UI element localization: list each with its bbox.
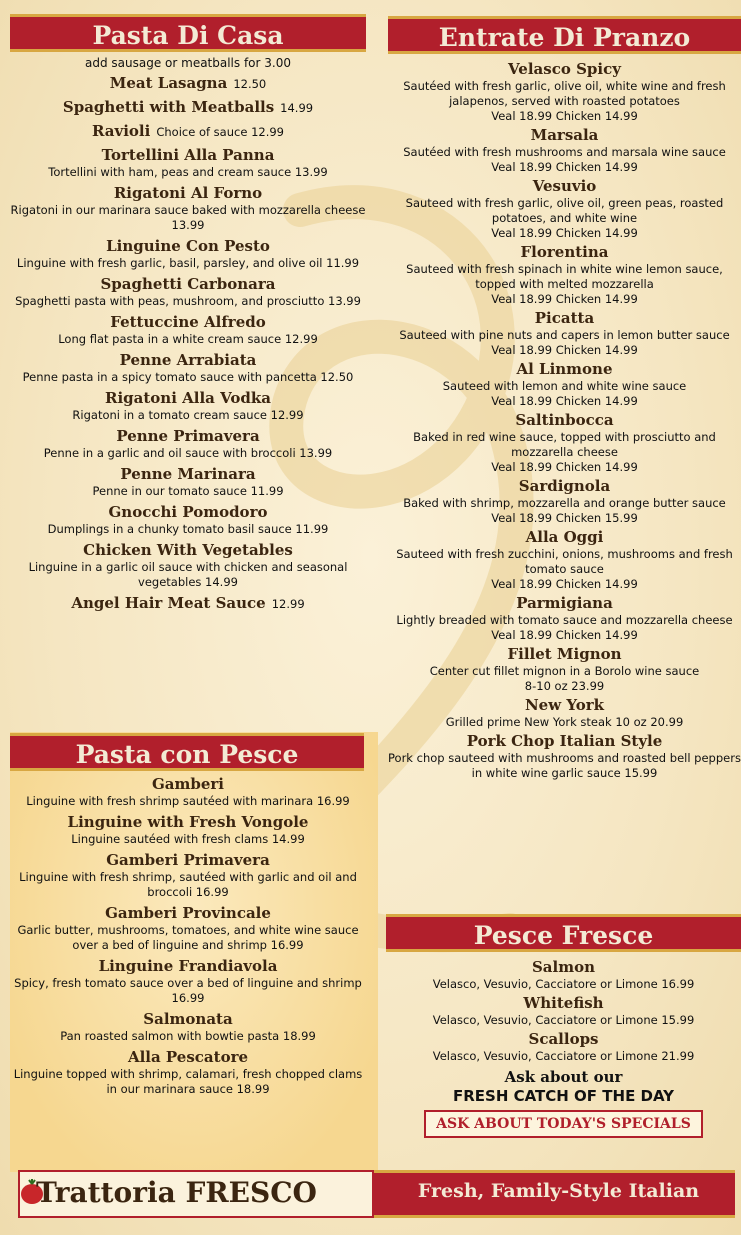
item-name: Tortellini Alla Panna — [101, 146, 275, 164]
item-price: Veal 18.99 Chicken 15.99 — [491, 511, 638, 525]
item-name: Alla Oggi — [525, 528, 604, 546]
menu-item — [10, 237, 366, 271]
menu-item — [10, 427, 366, 461]
item-name: Velasco Spicy — [508, 60, 621, 78]
item-price: Veal 18.99 Chicken 14.99 — [491, 160, 638, 174]
item-name: Rigatoni Alla Vodka — [105, 389, 271, 407]
item-name-text: Meat Lasagna — [109, 74, 228, 92]
menu-item — [388, 360, 741, 409]
item-description: Spicy, fresh tomato sauce over a bed of linguine and shrimp 16.99 — [14, 976, 362, 1005]
item-description: Sautéed with fresh mushrooms and marsala wine sauce — [403, 145, 726, 159]
item-name-text: Spaghetti with Meatballs — [62, 98, 275, 116]
menu-item — [388, 528, 741, 592]
entrate-list — [388, 60, 741, 781]
section-title: Pasta Di Casa — [10, 14, 366, 52]
menu-item — [10, 813, 366, 847]
footer-brand: Trattoria FRESCO — [36, 1176, 317, 1209]
item-name: Fillet Mignon — [507, 645, 622, 663]
menu-item — [10, 74, 366, 94]
item-description: Penne in a garlic and oil sauce with broccoli 13.99 — [43, 446, 333, 460]
item-name: Picatta — [534, 309, 595, 327]
menu-item — [388, 411, 741, 475]
menu-item — [388, 177, 741, 241]
item-name: Sardignola — [518, 477, 611, 495]
item-price: Veal 18.99 Chicken 14.99 — [491, 292, 638, 306]
item-price: Veal 18.99 Chicken 14.99 — [491, 343, 638, 357]
pasta-con-pesce-section — [10, 733, 366, 1101]
menu-item — [10, 275, 366, 309]
specials-badge: ASK ABOUT TODAY'S SPECIALS — [424, 1110, 703, 1138]
section-title: Entrate Di Pranzo — [388, 16, 741, 54]
menu-item — [10, 541, 366, 590]
item-name: Parmigiana — [516, 594, 613, 612]
item-description: Penne pasta in a spicy tomato sauce with pancetta 12.50 — [22, 370, 354, 384]
item-price: 12.50 — [233, 77, 267, 91]
menu-item — [10, 957, 366, 1006]
pesce-fresce-section — [386, 914, 741, 1138]
item-name: Marsala — [530, 126, 599, 144]
item-name: Spaghetti Carbonara — [100, 275, 276, 293]
menu-item — [388, 732, 741, 781]
pasta-di-casa-section — [10, 14, 366, 618]
footer-tagline: Fresh, Family-Style Italian — [417, 1180, 700, 1202]
menu-item — [10, 775, 366, 809]
item-description: Velasco, Vesuvio, Cacciatore or Limone 21.99 — [432, 1049, 695, 1063]
item-name — [10, 122, 366, 142]
menu-item — [388, 696, 741, 730]
item-description: Rigatoni in our marinara sauce baked with mozzarella cheese 13.99 — [10, 203, 366, 232]
item-name: Gamberi Provincale — [105, 904, 271, 922]
item-price: 12.99 — [271, 597, 305, 611]
item-name: Gnocchi Pomodoro — [108, 503, 268, 521]
item-description: Sauteed with lemon and white wine sauce — [442, 379, 687, 393]
item-name: Penne Arrabiata — [119, 351, 257, 369]
item-name: Saltinbocca — [515, 411, 614, 429]
item-name: Gamberi Primavera — [106, 851, 270, 869]
item-name: Pork Chop Italian Style — [466, 732, 663, 750]
item-name — [10, 74, 366, 94]
entrate-di-pranzo-section — [388, 16, 741, 783]
item-description: Baked with shrimp, mozzarella and orange butter sauce — [403, 496, 726, 510]
item-description: Pork chop sauteed with mushrooms and roasted bell peppers in white wine garlic sauce 15.99 — [388, 751, 741, 780]
item-description: Pan roasted salmon with bowtie pasta 18.99 — [60, 1029, 316, 1043]
item-description: Spaghetti pasta with peas, mushroom, and prosciutto 13.99 — [15, 294, 361, 308]
item-description: Linguine with fresh garlic, basil, parsley, and olive oil 11.99 — [16, 256, 360, 270]
item-price: 14.99 — [280, 101, 314, 115]
item-name: Salmonata — [143, 1010, 233, 1028]
menu-item — [388, 243, 741, 307]
menu-item — [10, 122, 366, 142]
item-name: Linguine Frandiavola — [98, 957, 278, 975]
item-description: Center cut fillet mignon in a Borolo wine sauce — [429, 664, 700, 678]
pasta-con-pesce-list — [10, 775, 366, 1097]
menu-item — [386, 958, 741, 992]
item-description: Penne in our tomato sauce 11.99 — [92, 484, 284, 498]
item-name: Fettuccine Alfredo — [110, 313, 266, 331]
item-description: Sauteed with fresh zucchini, onions, mushrooms and fresh tomato sauce — [396, 547, 733, 576]
item-name: Florentina — [520, 243, 609, 261]
item-description: Velasco, Vesuvio, Cacciatore or Limone 16.99 — [432, 977, 695, 991]
item-price: 8-10 oz 23.99 — [524, 679, 605, 693]
item-description: Sauteed with fresh garlic, olive oil, green peas, roasted potatoes, and white wine — [405, 196, 724, 225]
menu-item — [10, 503, 366, 537]
item-description: Linguine with fresh shrimp, sautéed with garlic and oil and broccoli 16.99 — [19, 870, 357, 899]
menu-item — [386, 994, 741, 1028]
menu-item — [388, 60, 741, 124]
item-description: Linguine in a garlic oil sauce with chicken and seasonal vegetables 14.99 — [28, 560, 348, 589]
menu-item — [10, 1048, 366, 1097]
menu-item — [388, 126, 741, 175]
menu-item — [10, 98, 366, 118]
item-name: Penne Primavera — [116, 427, 260, 445]
item-description: Dumplings in a chunky tomato basil sauce 11.99 — [47, 522, 329, 536]
menu-item — [388, 594, 741, 643]
item-name — [10, 98, 366, 118]
menu-item — [388, 309, 741, 358]
item-name: Alla Pescatore — [127, 1048, 249, 1066]
item-description: Long flat pasta in a white cream sauce 12.99 — [58, 332, 318, 346]
item-name: Scallops — [528, 1030, 599, 1048]
menu-item — [10, 351, 366, 385]
item-description: Linguine topped with shrimp, calamari, fresh chopped clams in our marinara sauce 18.99 — [13, 1067, 363, 1096]
menu-item — [10, 851, 366, 900]
item-name: Salmon — [531, 958, 596, 976]
item-price: Choice of sauce 12.99 — [156, 125, 284, 139]
item-name: Chicken With Vegetables — [83, 541, 293, 559]
item-name: Penne Marinara — [120, 465, 256, 483]
menu-item — [10, 389, 366, 423]
ask-line-1: Ask about our — [504, 1068, 623, 1086]
item-description: Sauteed with fresh spinach in white wine lemon sauce, topped with melted mozzarella — [406, 262, 723, 291]
menu-item — [10, 313, 366, 347]
item-description: Tortellini with ham, peas and cream sauce 13.99 — [48, 165, 328, 179]
section-note: add sausage or meatballs for 3.00 — [85, 56, 291, 70]
item-price: Veal 18.99 Chicken 14.99 — [491, 226, 638, 240]
item-description: Sauteed with pine nuts and capers in lemon butter sauce — [399, 328, 730, 342]
item-description: Rigatoni in a tomato cream sauce 12.99 — [72, 408, 304, 422]
item-name-text: Ravioli — [91, 122, 151, 140]
item-description: Garlic butter, mushrooms, tomatoes, and white wine sauce over a bed of linguine and shrimp 16.99 — [17, 923, 359, 952]
menu-item — [10, 1010, 366, 1044]
item-name: Whitefish — [523, 994, 604, 1012]
item-price: Veal 18.99 Chicken 14.99 — [491, 460, 638, 474]
menu-item — [388, 645, 741, 694]
section-title: Pasta con Pesce — [10, 733, 364, 771]
menu-item — [10, 465, 366, 499]
ask-line-2: FRESH CATCH OF THE DAY — [452, 1087, 675, 1105]
menu-item — [388, 477, 741, 526]
menu-item — [386, 1030, 741, 1064]
item-name: Rigatoni Al Forno — [113, 184, 263, 202]
item-price: Veal 18.99 Chicken 14.99 — [491, 394, 638, 408]
item-description: Linguine with fresh shrimp sautéed with marinara 16.99 — [26, 794, 350, 808]
item-name: Vesuvio — [532, 177, 597, 195]
item-name-text: Angel Hair Meat Sauce — [71, 594, 266, 612]
item-name: Linguine with Fresh Vongole — [67, 813, 309, 831]
menu-item — [10, 904, 366, 953]
item-name — [10, 594, 366, 614]
item-name: Gamberi — [151, 775, 225, 793]
item-name: Linguine Con Pesto — [106, 237, 270, 255]
pesce-fresce-list — [386, 958, 741, 1064]
item-description: Grilled prime New York steak 10 oz 20.99 — [445, 715, 684, 729]
section-title: Pesce Fresce — [386, 914, 741, 952]
menu-item — [10, 146, 366, 180]
item-description: Linguine sautéed with fresh clams 14.99 — [71, 832, 305, 846]
item-price: Veal 18.99 Chicken 14.99 — [491, 109, 638, 123]
item-description: Baked in red wine sauce, topped with prosciutto and mozzarella cheese — [413, 430, 716, 459]
pasta-di-casa-list — [10, 74, 366, 614]
item-price: Veal 18.99 Chicken 14.99 — [491, 577, 638, 591]
item-description: Lightly breaded with tomato sauce and mozzarella cheese — [396, 613, 733, 627]
item-price: Veal 18.99 Chicken 14.99 — [491, 628, 638, 642]
item-name: New York — [524, 696, 605, 714]
item-name: Al Linmone — [516, 360, 613, 378]
item-description: Velasco, Vesuvio, Cacciatore or Limone 15.99 — [432, 1013, 695, 1027]
menu-item — [10, 184, 366, 233]
menu-item — [10, 594, 366, 614]
item-description: Sautéed with fresh garlic, olive oil, white wine and fresh jalapenos, served with roasted potatoes — [403, 79, 726, 108]
